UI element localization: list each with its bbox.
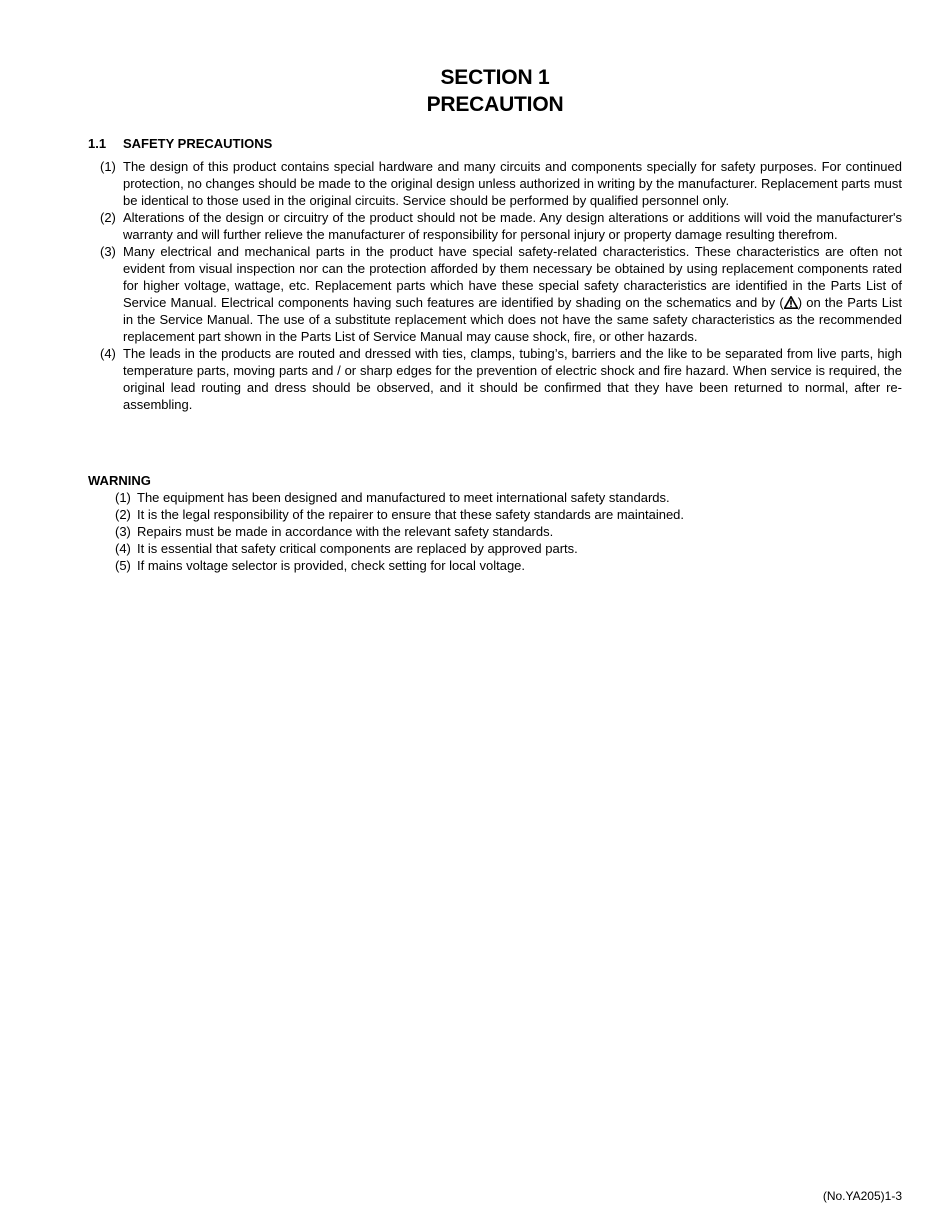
section-name-title: PRECAUTION [426,93,564,116]
subsection-title: SAFETY PRECAUTIONS [123,136,273,151]
page-footer: (No.YA205)1-3 [822,1189,902,1203]
item-text: The equipment has been designed and manufactured to meet international safety standards. [137,490,670,505]
warning-item [115,557,895,574]
item-marker: (3) [100,244,116,259]
warning-item [115,523,895,540]
item-text: If mains voltage selector is provided, check setting for local voltage. [137,558,526,573]
item-marker: (5) [115,558,131,573]
item-marker: (2) [115,507,131,522]
item-text: Alterations of the design or circuitry of the product should not be made. Any design alterations or additions will void the manufacturer's warranty and will further relieve the manufacturer of responsibility for personal injury or property damage resulting therefrom. [123,210,902,242]
subsection-number: 1.1 [88,136,107,151]
item-text: The leads in the products are routed and dressed with ties, clamps, tubing’s, barriers and the like to be separated from live parts, high temperature parts, moving parts and / or sharp edges for the prevention of electric shock and fire hazard. When service is required, the original lead routing and dress should be observed, and it should be confirmed that they have been returned to normal, after re-assembling. [123,346,902,412]
item-marker: (3) [115,524,131,539]
item-marker: (2) [100,210,116,225]
item-marker: (4) [115,541,131,556]
warning-list [115,489,895,574]
item-text: The design of this product contains special hardware and many circuits and components specially for safety purposes. For continued protection, no changes should be made to the original design unless authorized in writing by the manufacturer. Replacement parts must be identical to those used in the original circuits. Service should be performed by qualified personnel only. [123,159,902,208]
item-text-after-icon: ) on the Parts List in the Service Manual. The use of a substitute replacement which does not have the same safety characteristics as the recommended replacement part shown in the Parts List of Service Manual may cause shock, fire, or other hazards. [123,295,902,344]
safety-item [100,243,902,345]
safety-item [100,345,902,413]
warning-item [115,489,895,506]
warning-item [115,540,895,557]
safety-precautions-heading [88,135,272,152]
safety-precautions-list [100,158,902,413]
warning-item [115,506,895,523]
section-number-title: SECTION 1 [440,66,550,89]
safety-item [100,158,902,209]
item-marker: (1) [100,159,116,174]
item-text: It is essential that safety critical components are replaced by approved parts. [137,541,578,556]
section-title [0,64,950,118]
item-text: Repairs must be made in accordance with the relevant safety standards. [137,524,554,539]
safety-item [100,209,902,243]
item-text-before-icon: Many electrical and mechanical parts in the product have special safety-related characteristics. These characteristics are often not evident from visual inspection nor can the protection afforded by them necessary be obtained by using replacement components rated for higher voltage, wattage, etc. Replacement parts which have these special safety characteristics are identified in the Parts List of Service Manual. Electrical components having such features are identified by shading on the schematics and by ( [123,244,902,310]
item-marker: (4) [100,346,116,361]
item-marker: (1) [115,490,131,505]
item-text: It is the legal responsibility of the repairer to ensure that these safety standards are maintained. [137,507,685,522]
warning-triangle-icon [784,296,798,309]
warning-heading: WARNING [88,473,151,488]
